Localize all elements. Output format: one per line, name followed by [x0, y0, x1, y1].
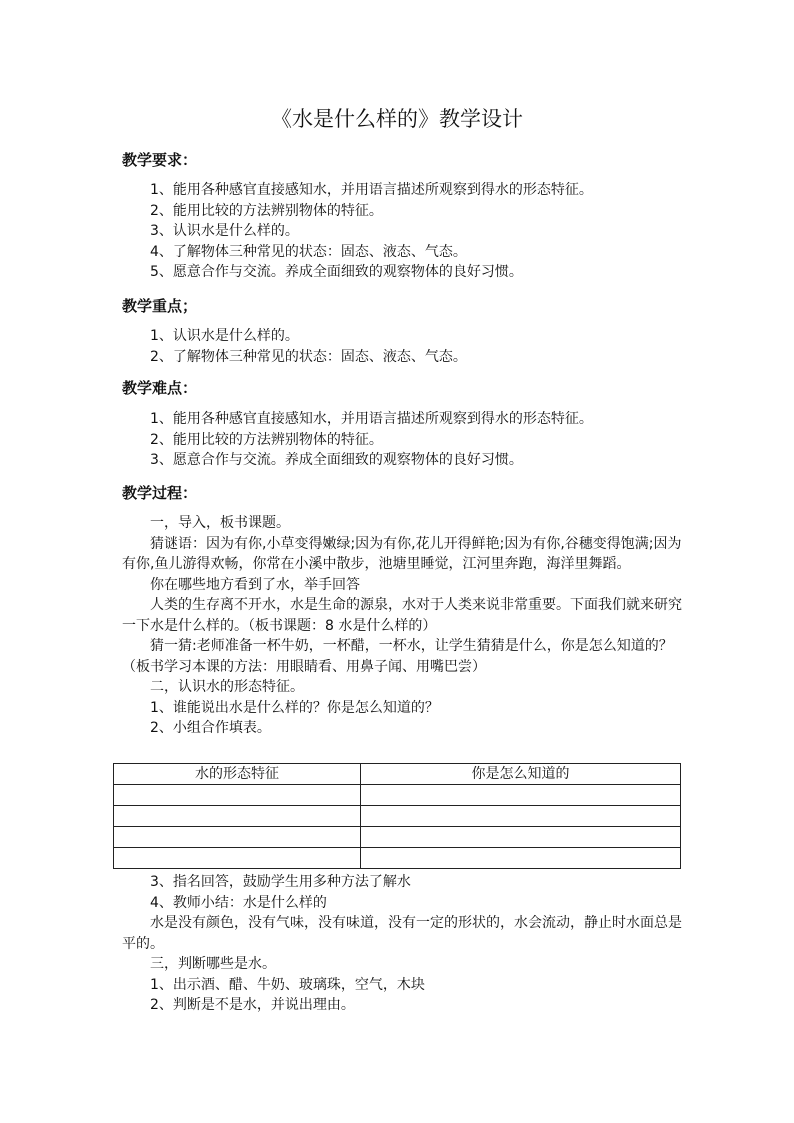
- difficulties-heading: 教学难点：: [122, 379, 198, 397]
- table-cell[interactable]: [361, 848, 681, 869]
- table-cell[interactable]: [361, 806, 681, 827]
- process-paragraph: 二，认识水的形态特征。: [150, 679, 304, 695]
- table-header-cell: 你是怎么知道的: [361, 764, 681, 785]
- process-paragraph: 1、出示酒、醋、牛奶、玻璃珠，空气，木块: [150, 976, 425, 993]
- difficulties-list: [150, 409, 690, 471]
- table-cell[interactable]: [114, 806, 361, 827]
- process-paragraph: 一，导入，板书课题。: [150, 515, 290, 531]
- process-paragraph: 2、判断是不是水，并说出理由。: [150, 997, 355, 1013]
- table-cell[interactable]: [361, 827, 681, 848]
- process-paragraph: 三，判断哪些是水。: [150, 956, 276, 972]
- table-cell[interactable]: [114, 848, 361, 869]
- key-points-heading: 教学重点；: [122, 297, 198, 315]
- list-item: 3、认识水是什么样的。: [150, 223, 299, 239]
- list-item: 2、能用比较的方法辨别物体的特征。: [150, 431, 383, 448]
- document-title: 《水是什么样的》教学设计: [271, 107, 523, 131]
- requirements-list: [150, 180, 690, 283]
- fill-in-table: [113, 763, 681, 869]
- table-header-row: [114, 764, 681, 785]
- key-points-list: [150, 326, 690, 367]
- table-row: [114, 785, 681, 806]
- list-item: 1、能用各种感官直接感知水，并用语言描述所观察到得水的形态特征。: [150, 411, 593, 427]
- table-cell[interactable]: [114, 785, 361, 806]
- list-item: 2、能用比较的方法辨别物体的特征。: [150, 202, 383, 219]
- requirements-heading: 教学要求：: [122, 151, 198, 169]
- list-item: 2、了解物体三种常见的状态：固态、液态、气态。: [150, 348, 467, 365]
- table-row: [114, 806, 681, 827]
- process-section-1: [122, 513, 682, 739]
- process-paragraph: 水是没有颜色，没有气味，没有味道，没有一定的形状的，水会流动，静止时水面总是平的。: [122, 915, 682, 952]
- process-paragraph: 4、教师小结：水是什么样的: [150, 894, 327, 911]
- list-item: 5、愿意合作与交流。养成全面细致的观察物体的良好习惯。: [150, 264, 523, 280]
- process-paragraph: 2、小组合作填表。: [150, 720, 271, 736]
- table-cell[interactable]: [361, 785, 681, 806]
- table-header-cell: 水的形态特征: [114, 764, 361, 785]
- process-paragraph: 1、谁能说出水是什么样的？你是怎么知道的？: [150, 699, 439, 716]
- process-paragraph: 人类的生存离不开水，水是生命的源泉，水对于人类来说非常重要。下面我们就来研究一下水是什么样的。（板书课题：8 水是什么样的）: [122, 597, 682, 634]
- process-paragraph: 你在哪些地方看到了水，举手回答: [150, 576, 360, 593]
- table-row: [114, 827, 681, 848]
- list-item: 1、能用各种感官直接感知水，并用语言描述所观察到得水的形态特征。: [150, 182, 593, 198]
- list-item: 1、认识水是什么样的。: [150, 328, 299, 344]
- process-section-2: [122, 872, 682, 1016]
- riddle-paragraph: 猜谜语：因为有你,小草变得嫩绿;因为有你,花儿开得鲜艳;因为有你,谷穗变得饱满;因为有你,鱼儿游得欢畅，你常在小溪中散步，池塘里睡觉，江河里奔跑，海洋里舞蹈。: [122, 535, 682, 572]
- table-row: [114, 848, 681, 869]
- process-paragraph: 3、指名回答，鼓励学生用多种方法了解水: [150, 874, 411, 890]
- list-item: 3、愿意合作与交流。养成全面细致的观察物体的良好习惯。: [150, 452, 523, 468]
- process-paragraph: 猜一猜:老师准备一杯牛奶，一杯醋，一杯水，让学生猜猜是什么，你是怎么知道的？（板书学习本课的方法：用眼睛看、用鼻子闻、用嘴巴尝）: [122, 638, 673, 675]
- list-item: 4、了解物体三种常见的状态：固态、液态、气态。: [150, 243, 467, 260]
- table-cell[interactable]: [114, 827, 361, 848]
- process-heading: 教学过程：: [122, 484, 198, 502]
